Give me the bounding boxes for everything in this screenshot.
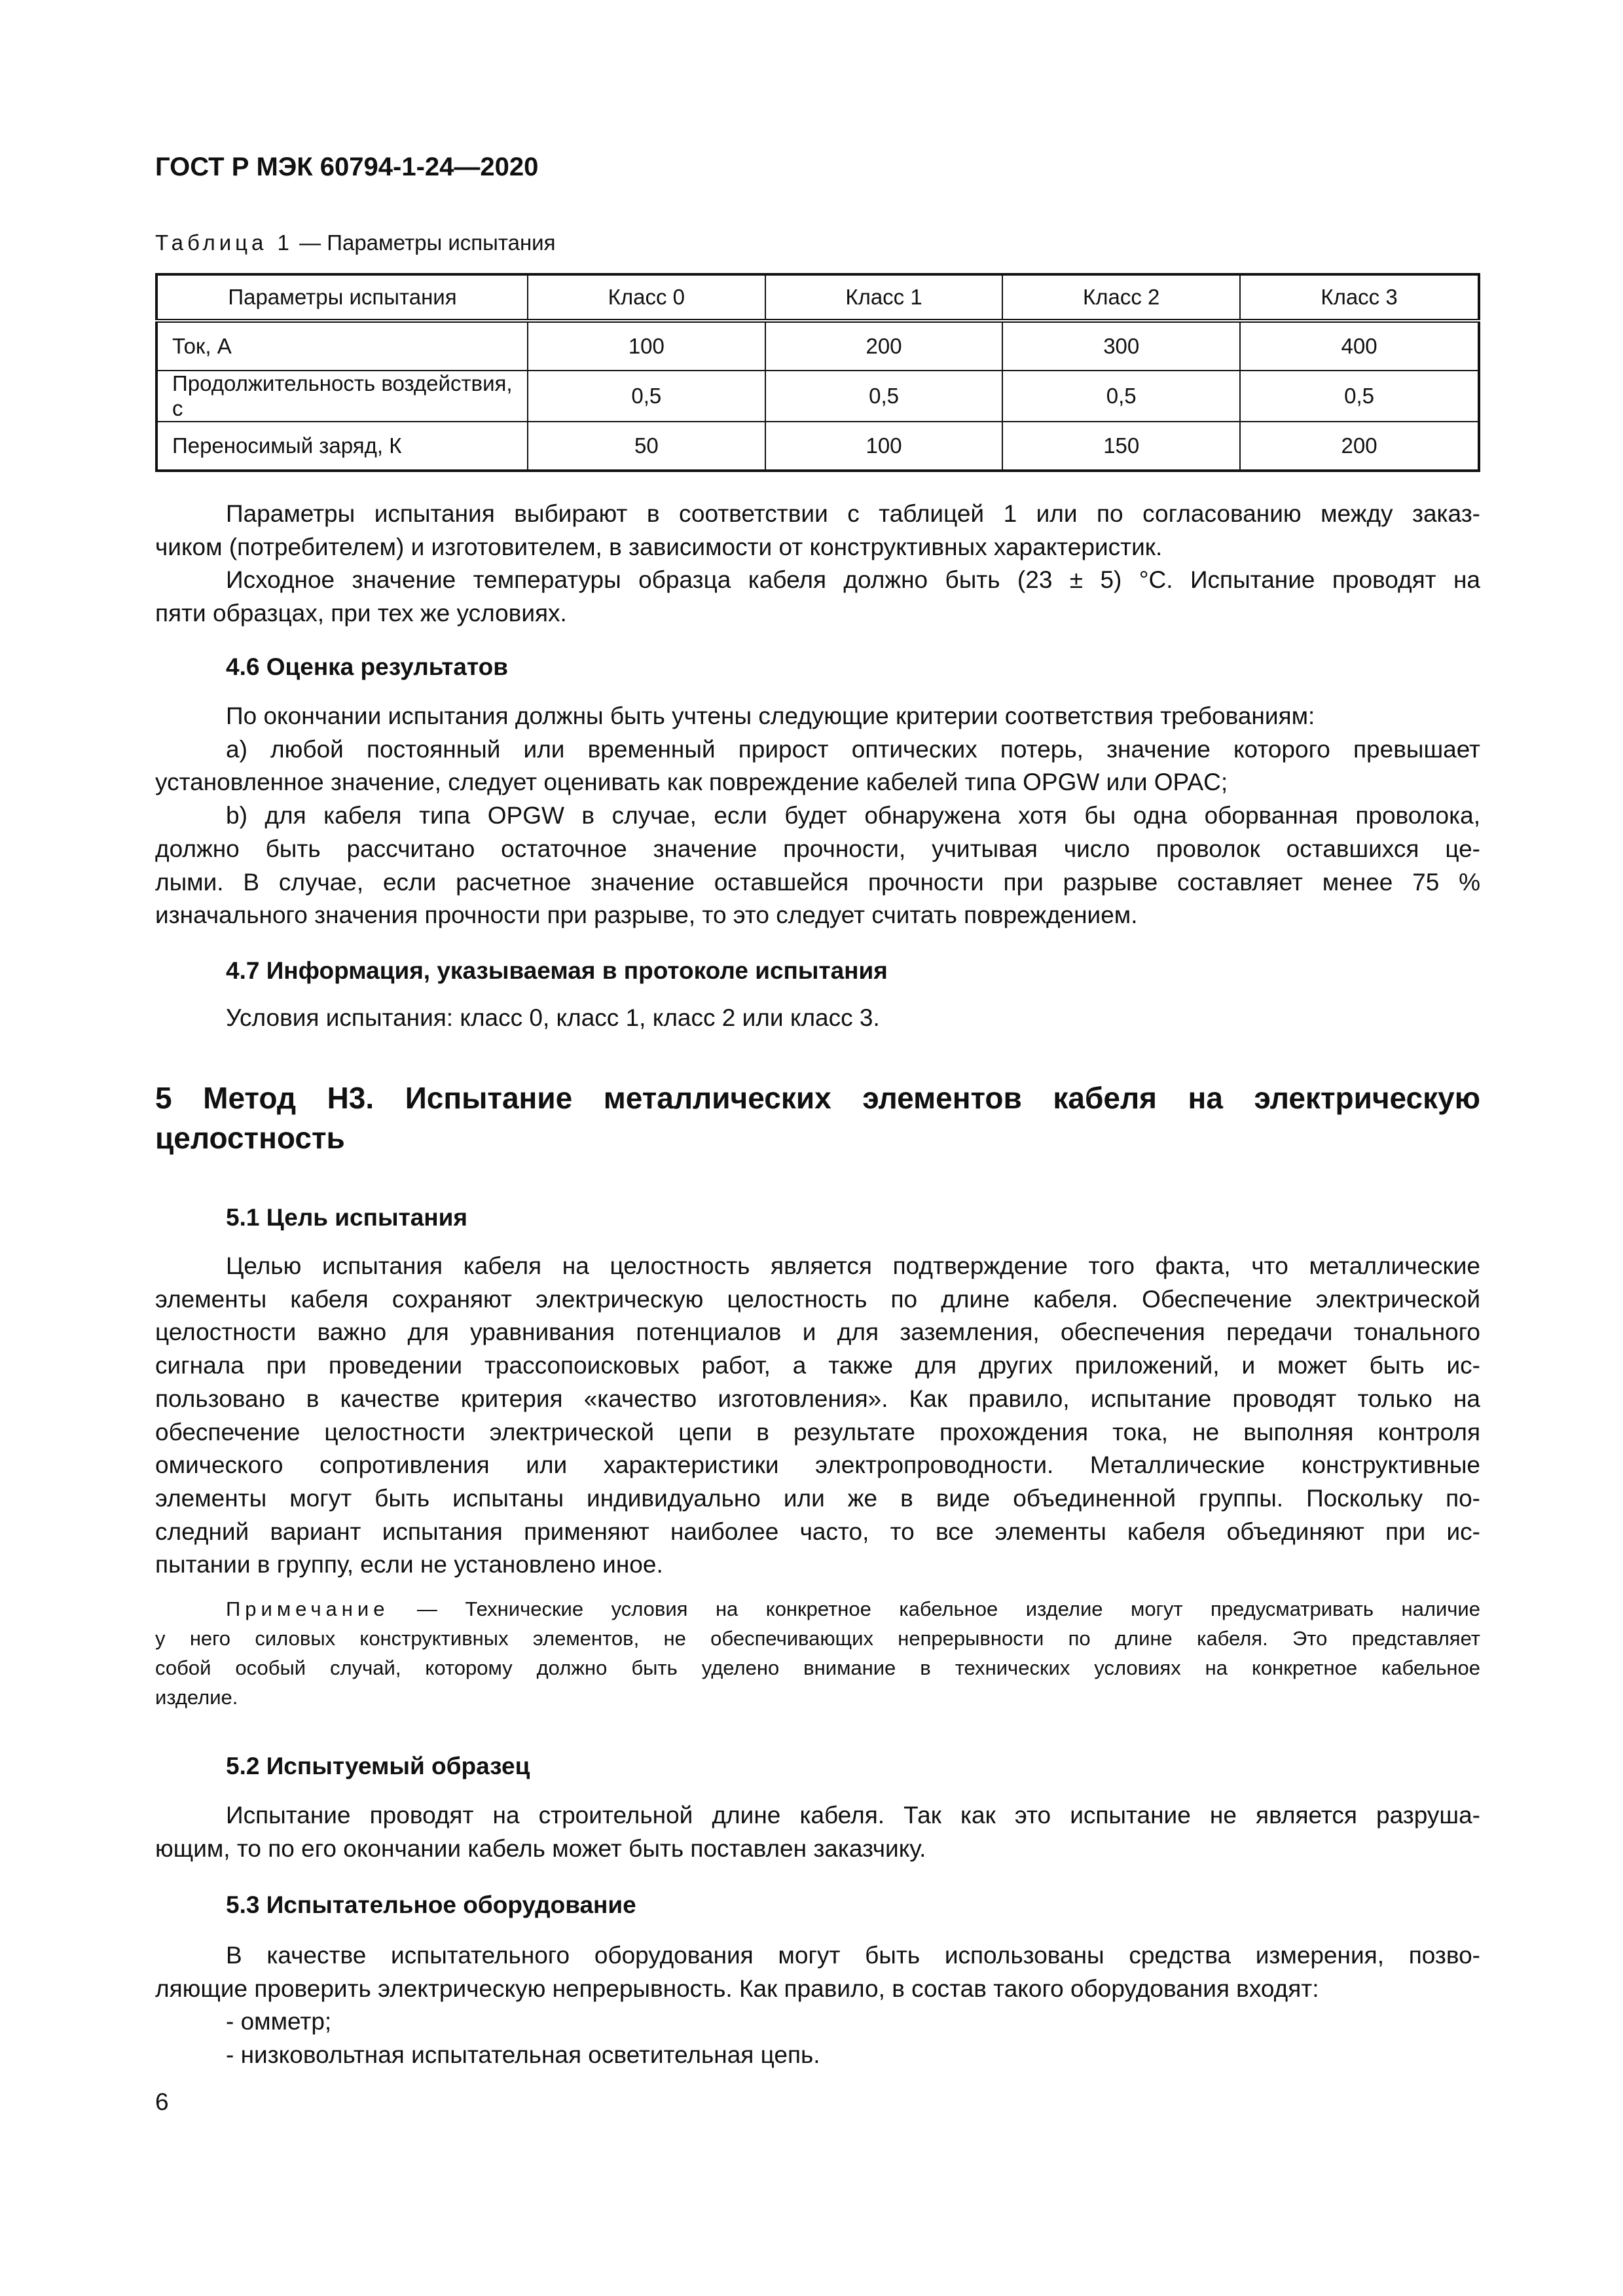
value-cell: 100	[528, 321, 765, 371]
table-row	[156, 321, 1479, 371]
text-line: В качестве испытательного оборудования могут быть использованы средства измерения, позво-	[226, 1942, 1480, 1969]
text-line: омического сопротивления или характеристики электропроводности. Металлические конструктивные	[155, 1451, 1480, 1479]
text-line: Параметры испытания выбирают в соответствии с таблицей 1 или по согласованию между заказ-	[226, 500, 1480, 527]
note-line: собой особый случай, которому должно быть уделено внимание в технических условиях на конкретное кабельное	[155, 1656, 1480, 1679]
heading-line: целостность	[155, 1121, 345, 1155]
text-line: a) любой постоянный или временный прирост оптических потерь, значение которого превышает	[226, 735, 1480, 763]
text-line: Целью испытания кабеля на целостность является подтверждение того факта, что металлические	[226, 1252, 1480, 1279]
value-cell: 400	[1240, 321, 1479, 371]
value-cell: 0,5	[1002, 371, 1240, 422]
value-cell: 100	[765, 422, 1003, 471]
value-cell: 200	[1240, 422, 1479, 471]
text-line: чиком (потребителем) и изготовителем, в зависимости от конструктивных характеристик.	[155, 533, 1163, 560]
note-line: изделие.	[155, 1686, 238, 1709]
column-header: Параметры испытания	[156, 274, 528, 321]
table-row	[156, 422, 1479, 471]
column-header: Класс 0	[528, 274, 765, 321]
column-header: Класс 3	[1240, 274, 1479, 321]
section-heading-4-7: 4.7 Информация, указываемая в протоколе испытания	[226, 957, 888, 984]
value-cell: 300	[1002, 321, 1240, 371]
text-line: установленное значение, следует оценивать как повреждение кабелей типа OPGW или OPAC;	[155, 769, 1228, 796]
paragraph-block	[155, 700, 1480, 932]
note-line: у него силовых конструктивных элементов, не обеспечивающих непрерывности по длине кабеля. Это представляет	[155, 1627, 1480, 1650]
section-heading-5-2: 5.2 Испытуемый образец	[226, 1753, 530, 1779]
section-heading-4-6: 4.6 Оценка результатов	[226, 653, 508, 680]
text-line: По окончании испытания должны быть учтены следующие критерии соответствия требованиям:	[226, 702, 1315, 729]
value-cell: 200	[765, 321, 1003, 371]
paragraph-block	[155, 498, 1480, 630]
text-line: следний вариант испытания применяют наиболее часто, то все элементы кабеля объединяют при ис-	[155, 1518, 1480, 1545]
text-line: b) для кабеля типа OPGW в случае, если будет обнаружена хотя бы одна оборванная проволока,	[226, 802, 1480, 829]
text-line: ющим, то по его окончании кабель может быть поставлен заказчику.	[155, 1834, 926, 1862]
note-line	[155, 1594, 1480, 1624]
list-item: - низковольтная испытательная осветительная цепь.	[226, 2041, 820, 2069]
value-cell: 0,5	[1240, 371, 1479, 422]
text-line: лыми. В случае, если расчетное значение оставшейся прочности при разрыве составляет менее 75 %	[155, 868, 1480, 896]
note-label: Примечание	[226, 1597, 390, 1620]
section-heading-5-1: 5.1 Цель испытания	[226, 1204, 467, 1231]
table-caption-title: — Параметры испытания	[293, 230, 556, 255]
table-caption	[155, 228, 1480, 258]
text-line: пяти образцах, при тех же условиях.	[155, 600, 567, 627]
paragraph-block	[155, 1799, 1480, 1865]
note-block	[155, 1594, 1480, 1712]
heading-line: 5 Метод Н3. Испытание металлических элементов кабеля на электрическую	[155, 1081, 1480, 1115]
text-line: целостности важно для уравнивания потенциалов и для заземления, обеспечения передачи тонального	[155, 1319, 1480, 1346]
text-line: изначального значения прочности при разрыве, то это следует считать повреждением.	[155, 902, 1138, 929]
test-parameters-table	[155, 273, 1480, 472]
paragraph-block	[155, 1250, 1480, 1582]
text-line: Испытание проводят на строительной длине кабеля. Так как это испытание не является разруша-	[226, 1802, 1480, 1829]
table-header-row	[156, 274, 1479, 321]
parameter-name-cell: Переносимый заряд, К	[156, 422, 528, 471]
value-cell: 50	[528, 422, 765, 471]
list-item: - омметр;	[226, 2008, 332, 2035]
paragraph-block	[155, 1939, 1480, 2072]
page-number: 6	[155, 2088, 169, 2115]
section-heading-5-3: 5.3 Испытательное оборудование	[226, 1891, 636, 1918]
text-line: сигнала при проведении трассопоисковых работ, а также для других приложений, и может быть ис-	[155, 1352, 1480, 1379]
text-line: обеспечение целостности электрической цепи в результате прохождения тока, не выполняя контроля	[155, 1418, 1480, 1446]
value-cell: 0,5	[528, 371, 765, 422]
column-header: Класс 2	[1002, 274, 1240, 321]
text-line: пытании в группу, если не установлено иное.	[155, 1551, 663, 1578]
parameter-name-cell: Продолжительность воздействия, с	[156, 371, 528, 422]
text-line: элементы кабеля сохраняют электрическую целостность по длине кабеля. Обеспечение электрической	[155, 1285, 1480, 1313]
table-row	[156, 371, 1479, 422]
value-cell: 0,5	[765, 371, 1003, 422]
value-cell: 150	[1002, 422, 1240, 471]
parameter-name-cell: Ток, А	[156, 321, 528, 371]
paragraph-line: Условия испытания: класс 0, класс 1, класс 2 или класс 3.	[226, 1004, 880, 1031]
text-line: ляющие проверить электрическую непрерывность. Как правило, в состав такого оборудования входят:	[155, 1975, 1319, 2002]
text-line: пользовано в качестве критерия «качество изготовления». Как правило, испытание проводят только на	[155, 1385, 1480, 1412]
note-text: — Технические условия на конкретное кабельное изделие могут предусматривать наличие	[389, 1597, 1480, 1620]
text-line: Исходное значение температуры образца кабеля должно быть (23 ± 5) °С. Испытание проводят на	[226, 566, 1480, 594]
text-line: элементы могут быть испытаны индивидуально или же в виде объединенной группы. Поскольку по-	[155, 1484, 1480, 1512]
table-caption-prefix: Таблица 1	[155, 230, 293, 255]
section-heading-5	[155, 1078, 1480, 1158]
text-line: должно быть рассчитано остаточное значение прочности, учитывая число проволок оставшихся це-	[155, 835, 1480, 862]
document-id: ГОСТ Р МЭК 60794-1-24—2020	[155, 153, 539, 181]
column-header: Класс 1	[765, 274, 1003, 321]
